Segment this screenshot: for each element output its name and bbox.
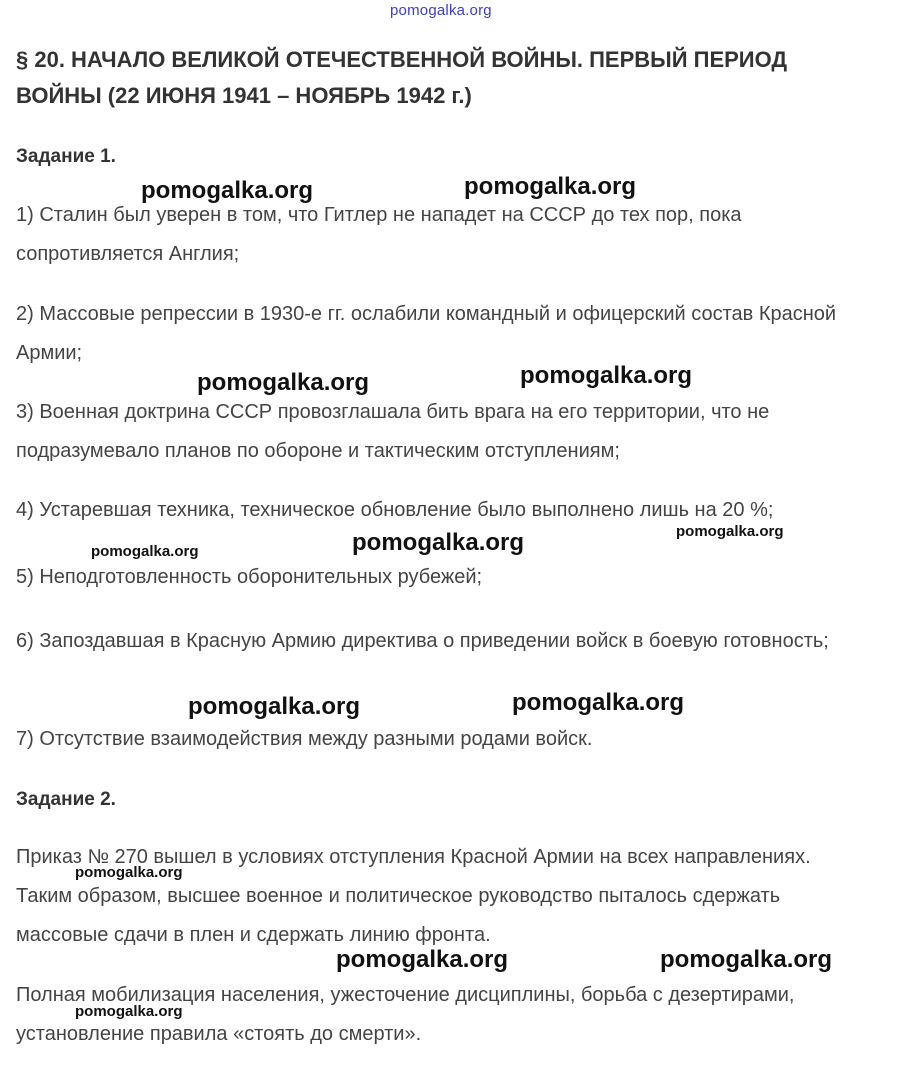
task1-item: 3) Военная доктрина СССР провозглашала бить врага на его территории, что не подразумевало планов по обороне и тактическим отступлениям;: [16, 401, 770, 462]
watermark-text: pomogalka.org: [141, 177, 314, 204]
task2-paragraph: Приказ № 270 вышел в условиях отступления Красной Армии на всех направлениях. Таким образом, высшее военное и политическое руководство пыталось сдержать массовые сдачи в плен и сдержать линию фронта.: [16, 846, 811, 946]
task1-item: 6) Запоздавшая в Красную Армию директива о приведении войск в боевую готовность;: [16, 630, 829, 652]
task1-item: 1) Сталин был уверен в том, что Гитлер не нападет на СССР до тех пор, пока сопротивляется Англия;: [16, 204, 742, 265]
task1-title: Задание 1.: [16, 146, 116, 167]
task1-item: 7) Отсутствие взаимодействия между разными родами войск.: [16, 728, 593, 750]
watermark-text: pomogalka.org: [512, 689, 685, 716]
watermark-text: pomogalka.org: [75, 864, 183, 881]
task2-paragraph: Полная мобилизация населения, ужесточение дисциплины, борьба с дезертирами, установление правила «стоять до смерти».: [16, 984, 795, 1045]
watermark-text: pomogalka.org: [188, 693, 361, 720]
watermark-text: pomogalka.org: [660, 946, 833, 973]
watermark-text: pomogalka.org: [197, 369, 370, 396]
watermark-text: pomogalka.org: [464, 173, 637, 200]
page-title: § 20. НАЧАЛО ВЕЛИКОЙ ОТЕЧЕСТВЕННОЙ ВОЙНЫ. ПЕРВЫЙ ПЕРИОД ВОЙНЫ (22 ИЮНЯ 1941 – НОЯБРЬ 1942 г.): [16, 47, 788, 108]
task1-item: 5) Неподготовленность оборонительных рубежей;: [16, 566, 483, 588]
task1-item: 2) Массовые репрессии в 1930-е гг. ослабили командный и офицерский состав Красной Армии;: [16, 303, 837, 364]
top-watermark: pomogalka.org: [390, 2, 492, 19]
watermark-text: pomogalka.org: [520, 362, 693, 389]
watermark-text: pomogalka.org: [336, 946, 509, 973]
task2-title: Задание 2.: [16, 789, 116, 810]
watermark-text: pomogalka.org: [91, 543, 199, 560]
watermark-text: pomogalka.org: [676, 523, 784, 540]
watermark-text: pomogalka.org: [352, 529, 525, 556]
watermark-text: pomogalka.org: [75, 1003, 183, 1020]
task1-item: 4) Устаревшая техника, техническое обновление было выполнено лишь на 20 %;: [16, 499, 774, 521]
